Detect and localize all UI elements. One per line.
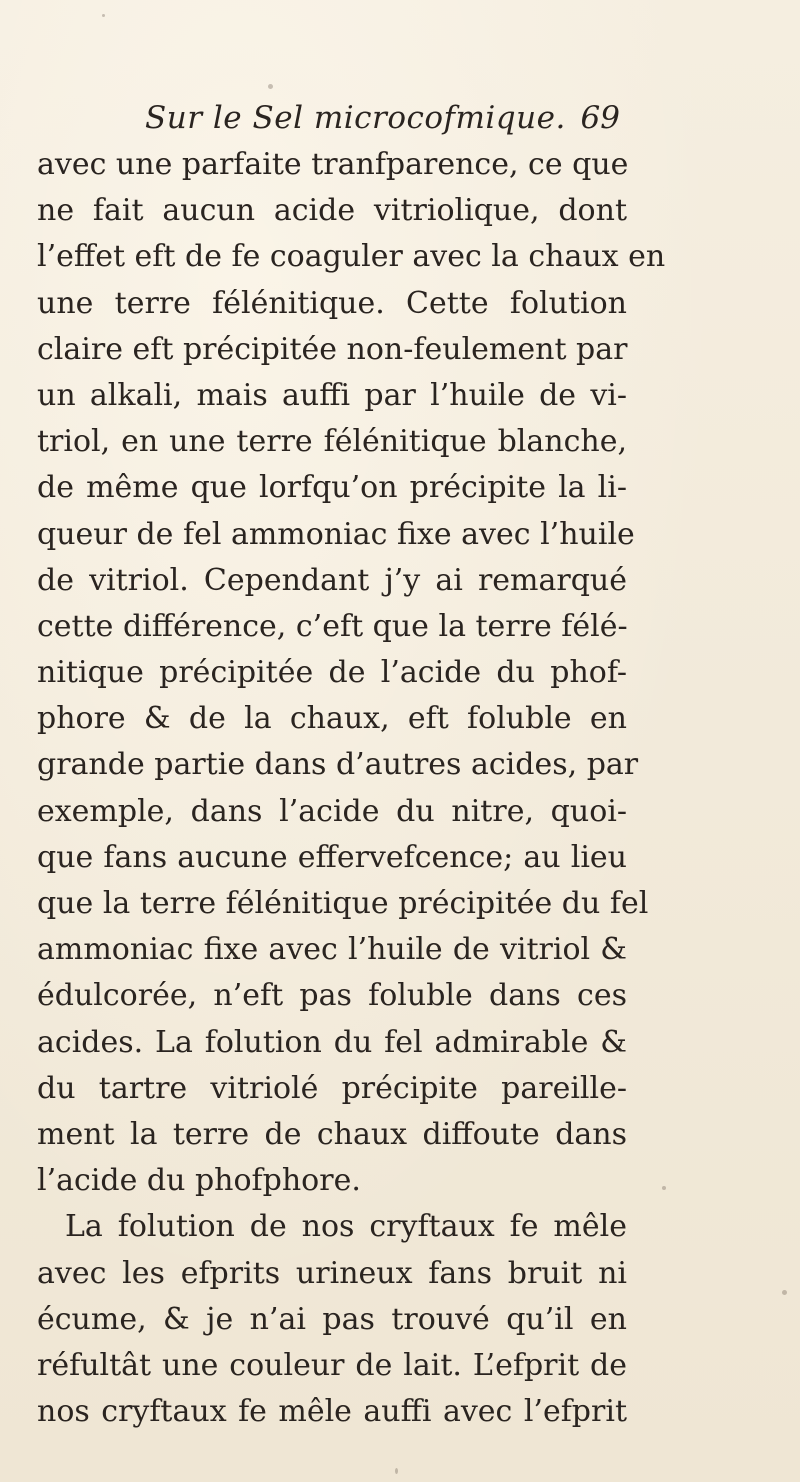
text-line: acides. La folution du fel admirable & [37,1024,627,1060]
text-line: triol, en une terre félénitique blanche, [37,424,627,460]
text-line: grande partie dans d’autres acides, par [37,747,639,783]
text-line: de vitriol. Cependant j’y ai remarqué [37,562,627,598]
paper-speck [662,1186,666,1190]
paper-speck [395,1468,398,1474]
text-line: claire eft précipitée non-feulement par [37,331,628,367]
text-line: du tartre vitriolé précipite pareille- [37,1070,627,1106]
text-line: un alkali, mais auffi par l’huile de vi- [37,377,627,413]
text-line: édulcorée, n’eft pas foluble dans ces [37,978,627,1014]
text-line: une terre félénitique. Cette folution [37,285,627,321]
text-line: exemple, dans l’acide du nitre, quoi- [37,793,627,829]
text-line: réfultât une couleur de lait. L’efprit de [37,1347,627,1383]
text-line: nitique précipitée de l’acide du phof- [37,655,627,691]
text-line: de même que lorfqu’on précipite la li- [37,470,627,506]
text-line: ammoniac fixe avec l’huile de vitriol & [37,932,627,968]
text-line: l’effet eft de fe coaguler avec la chaux en [37,239,666,275]
text-line: avec une parfaite tranfparence, ce que [37,147,629,182]
paper-speck [102,14,105,17]
text-line: ne fait aucun acide vitriolique, dont [37,193,627,229]
paper-speck [782,1290,787,1295]
page-header [145,100,620,140]
text-line: phore & de la chaux, eft foluble en [37,701,627,737]
text-line: avec les efprits urineux fans bruit ni [37,1255,627,1291]
body-text [37,142,666,1435]
text-line: écume, & je n’ai pas trouvé qu’il en [37,1301,627,1337]
paragraph-first-line: La folution de nos cryftaux fe mêle [65,1209,627,1245]
text-line: l’acide du phofphore. [37,1163,361,1199]
text-line: que fans aucune effervefcence; au lieu [37,839,627,875]
text-line: cette différence, c’eft que la terre félé- [37,608,628,644]
paper-speck [268,84,273,89]
text-line: queur de fel ammoniac fixe avec l’huile [37,516,635,552]
text-line: ment la terre de chaux diffoute dans [37,1116,627,1152]
running-title: Sur le Sel microcofmique. [145,100,566,136]
text-line: nos cryftaux fe mêle auffi avec l’efprit [37,1394,627,1430]
text-line: que la terre félénitique précipitée du fel [37,886,649,921]
page-number: 69 [580,100,620,136]
